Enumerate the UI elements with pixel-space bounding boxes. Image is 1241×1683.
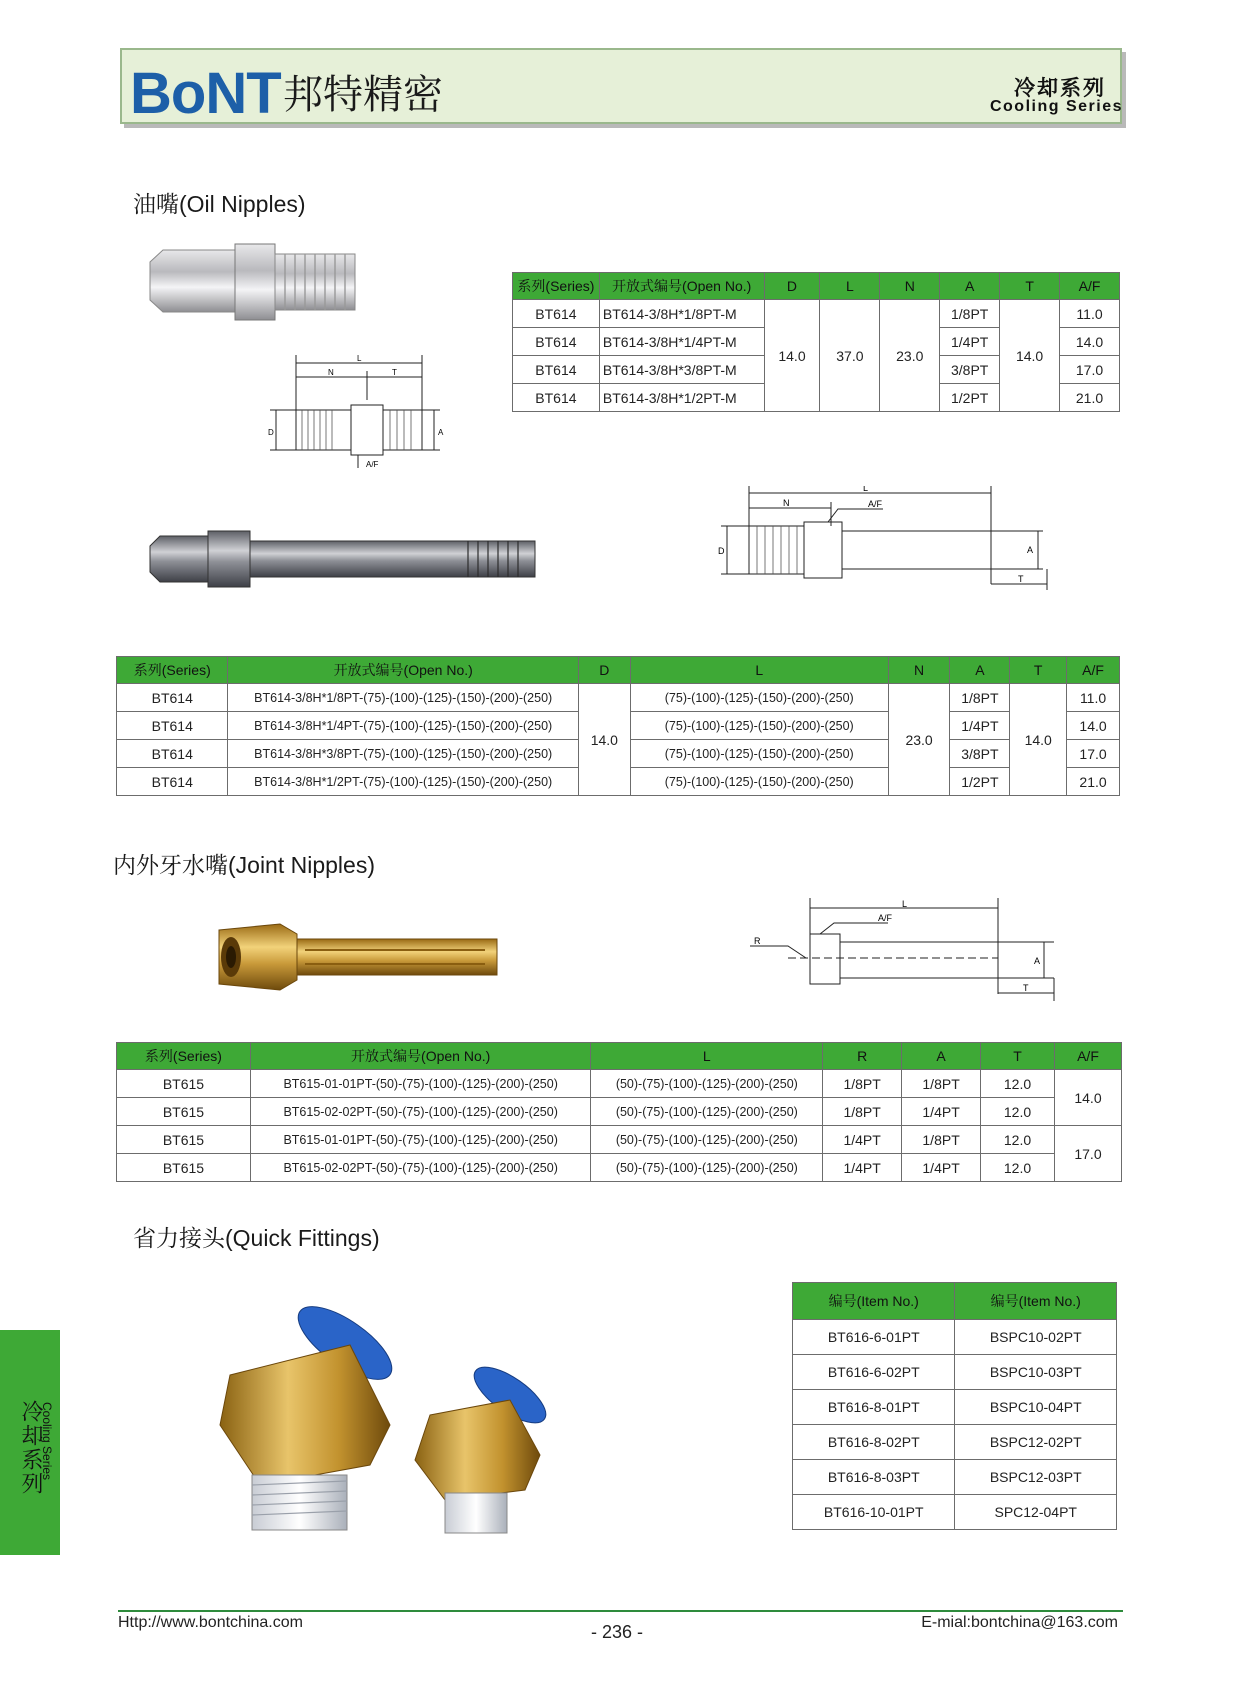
dim-label-l: L [902,899,908,909]
series-title-cn: 冷却系列 [1014,77,1106,100]
cell-open-no: BT614-3/8H*1/8PT-(75)-(100)-(125)-(150)-(200)-(250) [228,684,578,712]
footer-divider [118,1610,1123,1612]
cell-open-no: BT615-01-01PT-(50)-(75)-(100)-(125)-(200)-(250) [250,1126,591,1154]
cell-r: 1/8PT [823,1070,902,1098]
small-quick-fitting [415,1357,554,1533]
cell-series: BT614 [513,384,600,412]
cell-series: BT615 [117,1126,251,1154]
cell-item-no: BSPC10-02PT [955,1320,1117,1355]
table-row [117,1126,1122,1154]
header-af: A/F [1054,1043,1121,1070]
cell-l: (50)-(75)-(100)-(125)-(200)-(250) [591,1154,823,1182]
cell-item-no: BSPC10-04PT [955,1390,1117,1425]
cell-t: 14.0 [1000,300,1060,412]
cell-a: 1/4PT [902,1098,981,1126]
cell-item-no: BSPC12-02PT [955,1425,1117,1460]
cell-r: 1/8PT [823,1098,902,1126]
cell-item-no: BT616-8-03PT [793,1460,955,1495]
cell-a: 1/8PT [902,1070,981,1098]
table-row [117,684,1120,712]
dim-label-af: A/F [868,499,883,509]
header-open-no: 开放式编号(Open No.) [250,1043,591,1070]
cell-series: BT615 [117,1098,251,1126]
cell-a: 1/4PT [940,328,1000,356]
cell-t: 12.0 [981,1098,1055,1126]
dim-label-t: T [392,368,397,377]
header-n: N [880,273,940,300]
cell-item-no: BT616-6-02PT [793,1355,955,1390]
dim-label-n: N [328,368,334,377]
large-quick-fitting [220,1295,403,1530]
cell-open-no: BT614-3/8H*1/2PT-(75)-(100)-(125)-(150)-(200)-(250) [228,768,578,796]
cell-item-no: BT616-10-01PT [793,1495,955,1530]
cell-series: BT614 [117,768,228,796]
cell-l: (75)-(100)-(125)-(150)-(200)-(250) [630,684,888,712]
header-open-no: 开放式编号(Open No.) [228,657,578,684]
table-row [117,1098,1122,1126]
joint-nipple-drawing [748,898,1058,1004]
footer-website: Http://www.bontchina.com [118,1614,303,1631]
cell-af: 11.0 [1060,300,1120,328]
dim-label-t: T [1023,983,1029,993]
header-open-no: 开放式编号(Open No.) [599,273,764,300]
oil-nipple-drawing [262,355,450,473]
cell-af: 17.0 [1060,356,1120,384]
table-header-row [513,273,1120,300]
long-oil-nipple-photo [148,528,543,590]
dim-label-a: A [1027,545,1034,555]
dim-label-d: D [718,546,725,556]
header-series: 系列(Series) [513,273,600,300]
cell-a: 1/4PT [902,1154,981,1182]
cell-af: 14.0 [1067,712,1120,740]
header-n: N [888,657,950,684]
header-t: T [1000,273,1060,300]
cell-open-no: BT614-3/8H*1/4PT-(75)-(100)-(125)-(150)-(200)-(250) [228,712,578,740]
cell-af: 17.0 [1054,1126,1121,1182]
cell-a: 1/8PT [940,300,1000,328]
brand-logo: BoNT [130,61,281,126]
joint-nipple-table [116,1042,1122,1182]
series-title-en: Cooling Series [989,98,1123,115]
dim-label-n: N [783,498,790,508]
page-number: - 236 - [591,1622,644,1642]
header-r: R [823,1043,902,1070]
cell-t: 12.0 [981,1126,1055,1154]
oil-nipple-photo [145,240,365,324]
company-name-cn: 邦特精密 [283,72,443,118]
header-af: A/F [1060,273,1120,300]
table-header-row [117,657,1120,684]
side-tab-label-cn: 冷却系列 [19,1400,44,1496]
section-title-joint-nipples: 内外牙水嘴(Joint Nipples) [113,852,375,878]
cell-item-no: BT616-8-02PT [793,1425,955,1460]
footer-email: E-mial:bontchina@163.com [921,1614,1118,1631]
header-af: A/F [1067,657,1120,684]
cell-item-no: BT616-8-01PT [793,1390,955,1425]
cell-n: 23.0 [888,684,950,796]
cell-l: (50)-(75)-(100)-(125)-(200)-(250) [591,1098,823,1126]
section-title-quick-fittings: 省力接头(Quick Fittings) [133,1225,380,1251]
cell-a: 3/8PT [950,740,1010,768]
dim-label-a: A [1034,956,1041,966]
header-a: A [940,273,1000,300]
dim-label-af: A/F [366,460,379,469]
cell-af: 11.0 [1067,684,1120,712]
header-t: T [981,1043,1055,1070]
cell-series: BT614 [513,328,600,356]
joint-nipple-photo [215,920,505,995]
cell-item-no: BT616-6-01PT [793,1320,955,1355]
cell-open-no: BT615-02-02PT-(50)-(75)-(100)-(125)-(200)-(250) [250,1154,591,1182]
cell-open-no: BT615-01-01PT-(50)-(75)-(100)-(125)-(200)-(250) [250,1070,591,1098]
oil-nipple-table [512,272,1120,412]
cell-open-no: BT614-3/8H*3/8PT-(75)-(100)-(125)-(150)-(200)-(250) [228,740,578,768]
cell-n: 23.0 [880,300,940,412]
section-title-oil-nipples: 油嘴(Oil Nipples) [133,191,306,217]
cell-a: 1/4PT [950,712,1010,740]
cell-open-no: BT614-3/8H*1/2PT-M [599,384,764,412]
cell-l: (75)-(100)-(125)-(150)-(200)-(250) [630,768,888,796]
cell-series: BT614 [117,684,228,712]
cell-open-no: BT614-3/8H*1/4PT-M [599,328,764,356]
dim-label-t: T [1018,574,1024,584]
cell-l: 37.0 [820,300,880,412]
long-oil-nipple-drawing [713,486,1053,596]
header-a: A [902,1043,981,1070]
cell-item-no: BSPC10-03PT [955,1355,1117,1390]
cell-l: (50)-(75)-(100)-(125)-(200)-(250) [591,1126,823,1154]
table-header-row [117,1043,1122,1070]
table-row [793,1460,1117,1495]
table-row [793,1390,1117,1425]
cell-open-no: BT614-3/8H*1/8PT-M [599,300,764,328]
table-row [117,1154,1122,1182]
cell-r: 1/4PT [823,1126,902,1154]
dim-label-a: A [438,428,444,437]
cell-af: 14.0 [1054,1070,1121,1126]
table-row [793,1425,1117,1460]
header-item-no-1: 编号(Item No.) [793,1283,955,1320]
header-l: L [591,1043,823,1070]
table-row [117,1070,1122,1098]
cell-af: 21.0 [1060,384,1120,412]
header-d: D [764,273,820,300]
cell-series: BT614 [117,712,228,740]
cell-a: 1/2PT [950,768,1010,796]
cell-series: BT614 [117,740,228,768]
header-series: 系列(Series) [117,1043,251,1070]
side-tab-label-en: Cooling Series [40,1402,54,1481]
table-row [513,300,1120,328]
header-t: T [1010,657,1067,684]
cell-a: 1/8PT [950,684,1010,712]
header-a: A [950,657,1010,684]
header-d: D [578,657,630,684]
quick-fittings-photo [200,1295,600,1535]
cell-l: (75)-(100)-(125)-(150)-(200)-(250) [630,740,888,768]
cell-l: (75)-(100)-(125)-(150)-(200)-(250) [630,712,888,740]
cell-d: 14.0 [578,684,630,796]
header-l: L [820,273,880,300]
cell-af: 14.0 [1060,328,1120,356]
table-row [793,1320,1117,1355]
header-l: L [630,657,888,684]
cell-series: BT614 [513,300,600,328]
cell-t: 14.0 [1010,684,1067,796]
table-row [793,1495,1117,1530]
dim-label-l: L [357,355,362,363]
cell-item-no: BSPC12-03PT [955,1460,1117,1495]
cell-a: 1/2PT [940,384,1000,412]
dim-label-d: D [268,428,274,437]
cell-a: 1/8PT [902,1126,981,1154]
dim-label-af: A/F [878,913,893,923]
cell-a: 3/8PT [940,356,1000,384]
cell-series: BT615 [117,1154,251,1182]
table-row [793,1355,1117,1390]
cell-t: 12.0 [981,1154,1055,1182]
cell-item-no: SPC12-04PT [955,1495,1117,1530]
cell-r: 1/4PT [823,1154,902,1182]
cell-af: 17.0 [1067,740,1120,768]
dim-label-r: R [754,936,761,946]
dim-label-l: L [863,486,869,493]
cell-af: 21.0 [1067,768,1120,796]
table-header-row [793,1283,1117,1320]
cell-open-no: BT614-3/8H*3/8PT-M [599,356,764,384]
quick-fittings-table [792,1282,1117,1530]
long-oil-nipple-table [116,656,1120,796]
cell-open-no: BT615-02-02PT-(50)-(75)-(100)-(125)-(200)-(250) [250,1098,591,1126]
cell-t: 12.0 [981,1070,1055,1098]
header-series: 系列(Series) [117,657,228,684]
cell-l: (50)-(75)-(100)-(125)-(200)-(250) [591,1070,823,1098]
header-item-no-2: 编号(Item No.) [955,1283,1117,1320]
cell-series: BT614 [513,356,600,384]
cell-d: 14.0 [764,300,820,412]
cell-series: BT615 [117,1070,251,1098]
